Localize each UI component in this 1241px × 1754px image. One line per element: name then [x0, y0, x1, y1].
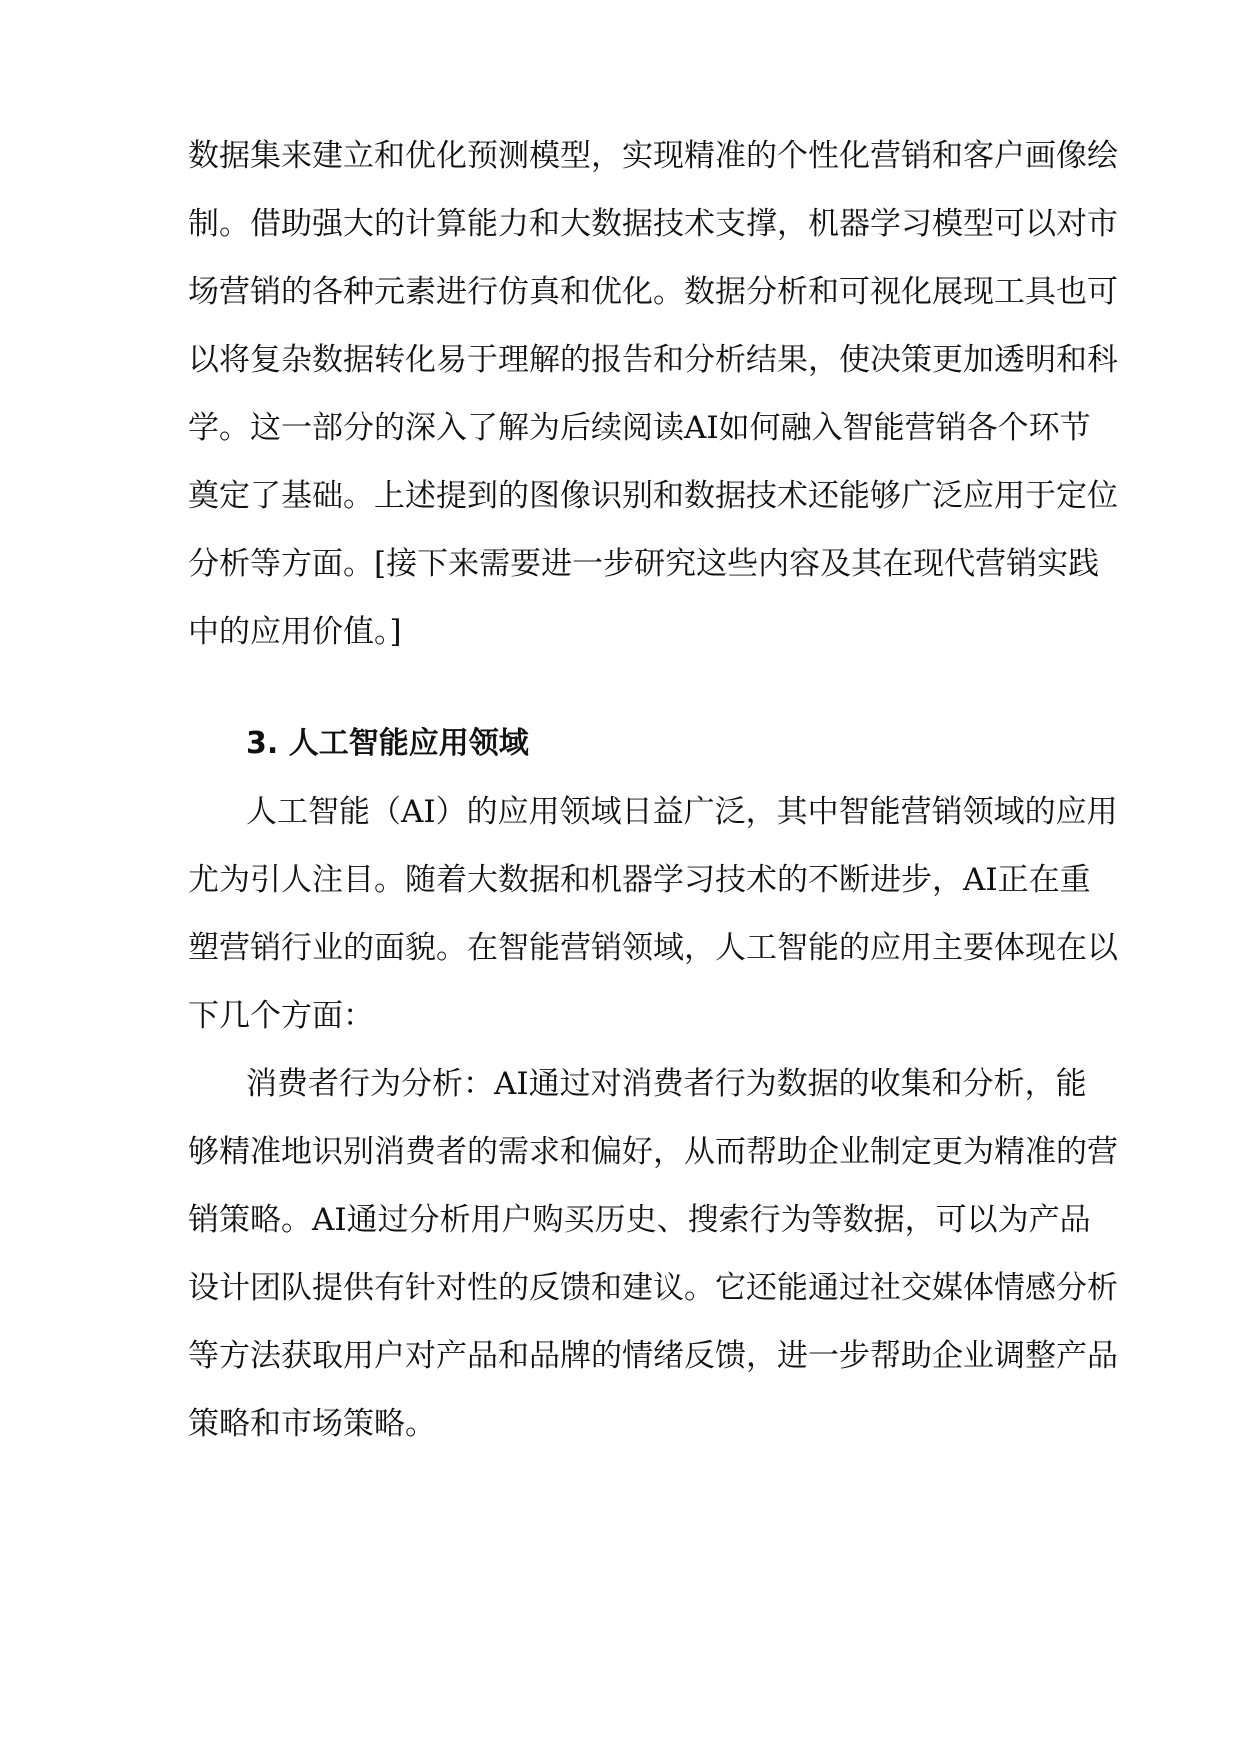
paragraph-1-line: 制。借助强大的计算能力和大数据技术支撑，机器学习模型可以对市	[188, 206, 1118, 242]
paragraph-2-line: 尤为引人注目。随着大数据和机器学习技术的不断进步，AI正在重	[188, 862, 1091, 898]
paragraph-1-line: 中的应用价值。]	[188, 614, 402, 650]
paragraph-1-line: 分析等方面。[接下来需要进一步研究这些内容及其在现代营销实践	[188, 546, 1100, 582]
paragraph-1-line: 奠定了基础。上述提到的图像识别和数据技术还能够广泛应用于定位	[188, 478, 1118, 514]
paragraph-2-line: 塑营销行业的面貌。在智能营销领域，人工智能的应用主要体现在以	[188, 930, 1118, 966]
paragraph-1-line: 以将复杂数据转化易于理解的报告和分析结果，使决策更加透明和科	[188, 342, 1118, 378]
paragraph-1-line: 学。这一部分的深入了解为后续阅读AI如何融入智能营销各个环节	[188, 410, 1091, 446]
paragraph-2-line: 下几个方面：	[188, 998, 374, 1034]
section-heading: 3. 人工智能应用领域	[246, 726, 529, 761]
paragraph-3-line: 策略和市场策略。	[188, 1406, 436, 1442]
paragraph-3-line: 消费者行为分析：AI通过对消费者行为数据的收集和分析，能	[246, 1066, 1087, 1102]
paragraph-2-line: 人工智能（AI）的应用领域日益广泛，其中智能营销领域的应用	[246, 794, 1118, 830]
paragraph-3-line: 等方法获取用户对产品和品牌的情绪反馈，进一步帮助企业调整产品	[188, 1338, 1118, 1374]
paragraph-3-line: 设计团队提供有针对性的反馈和建议。它还能通过社交媒体情感分析	[188, 1270, 1118, 1306]
paragraph-3-line: 销策略。AI通过分析用户购买历史、搜索行为等数据，可以为产品	[188, 1202, 1091, 1238]
paragraph-1-line: 场营销的各种元素进行仿真和优化。数据分析和可视化展现工具也可	[188, 274, 1118, 310]
paragraph-3-line: 够精准地识别消费者的需求和偏好，从而帮助企业制定更为精准的营	[188, 1134, 1118, 1170]
paragraph-1-line: 数据集来建立和优化预测模型，实现精准的个性化营销和客户画像绘	[188, 138, 1118, 174]
